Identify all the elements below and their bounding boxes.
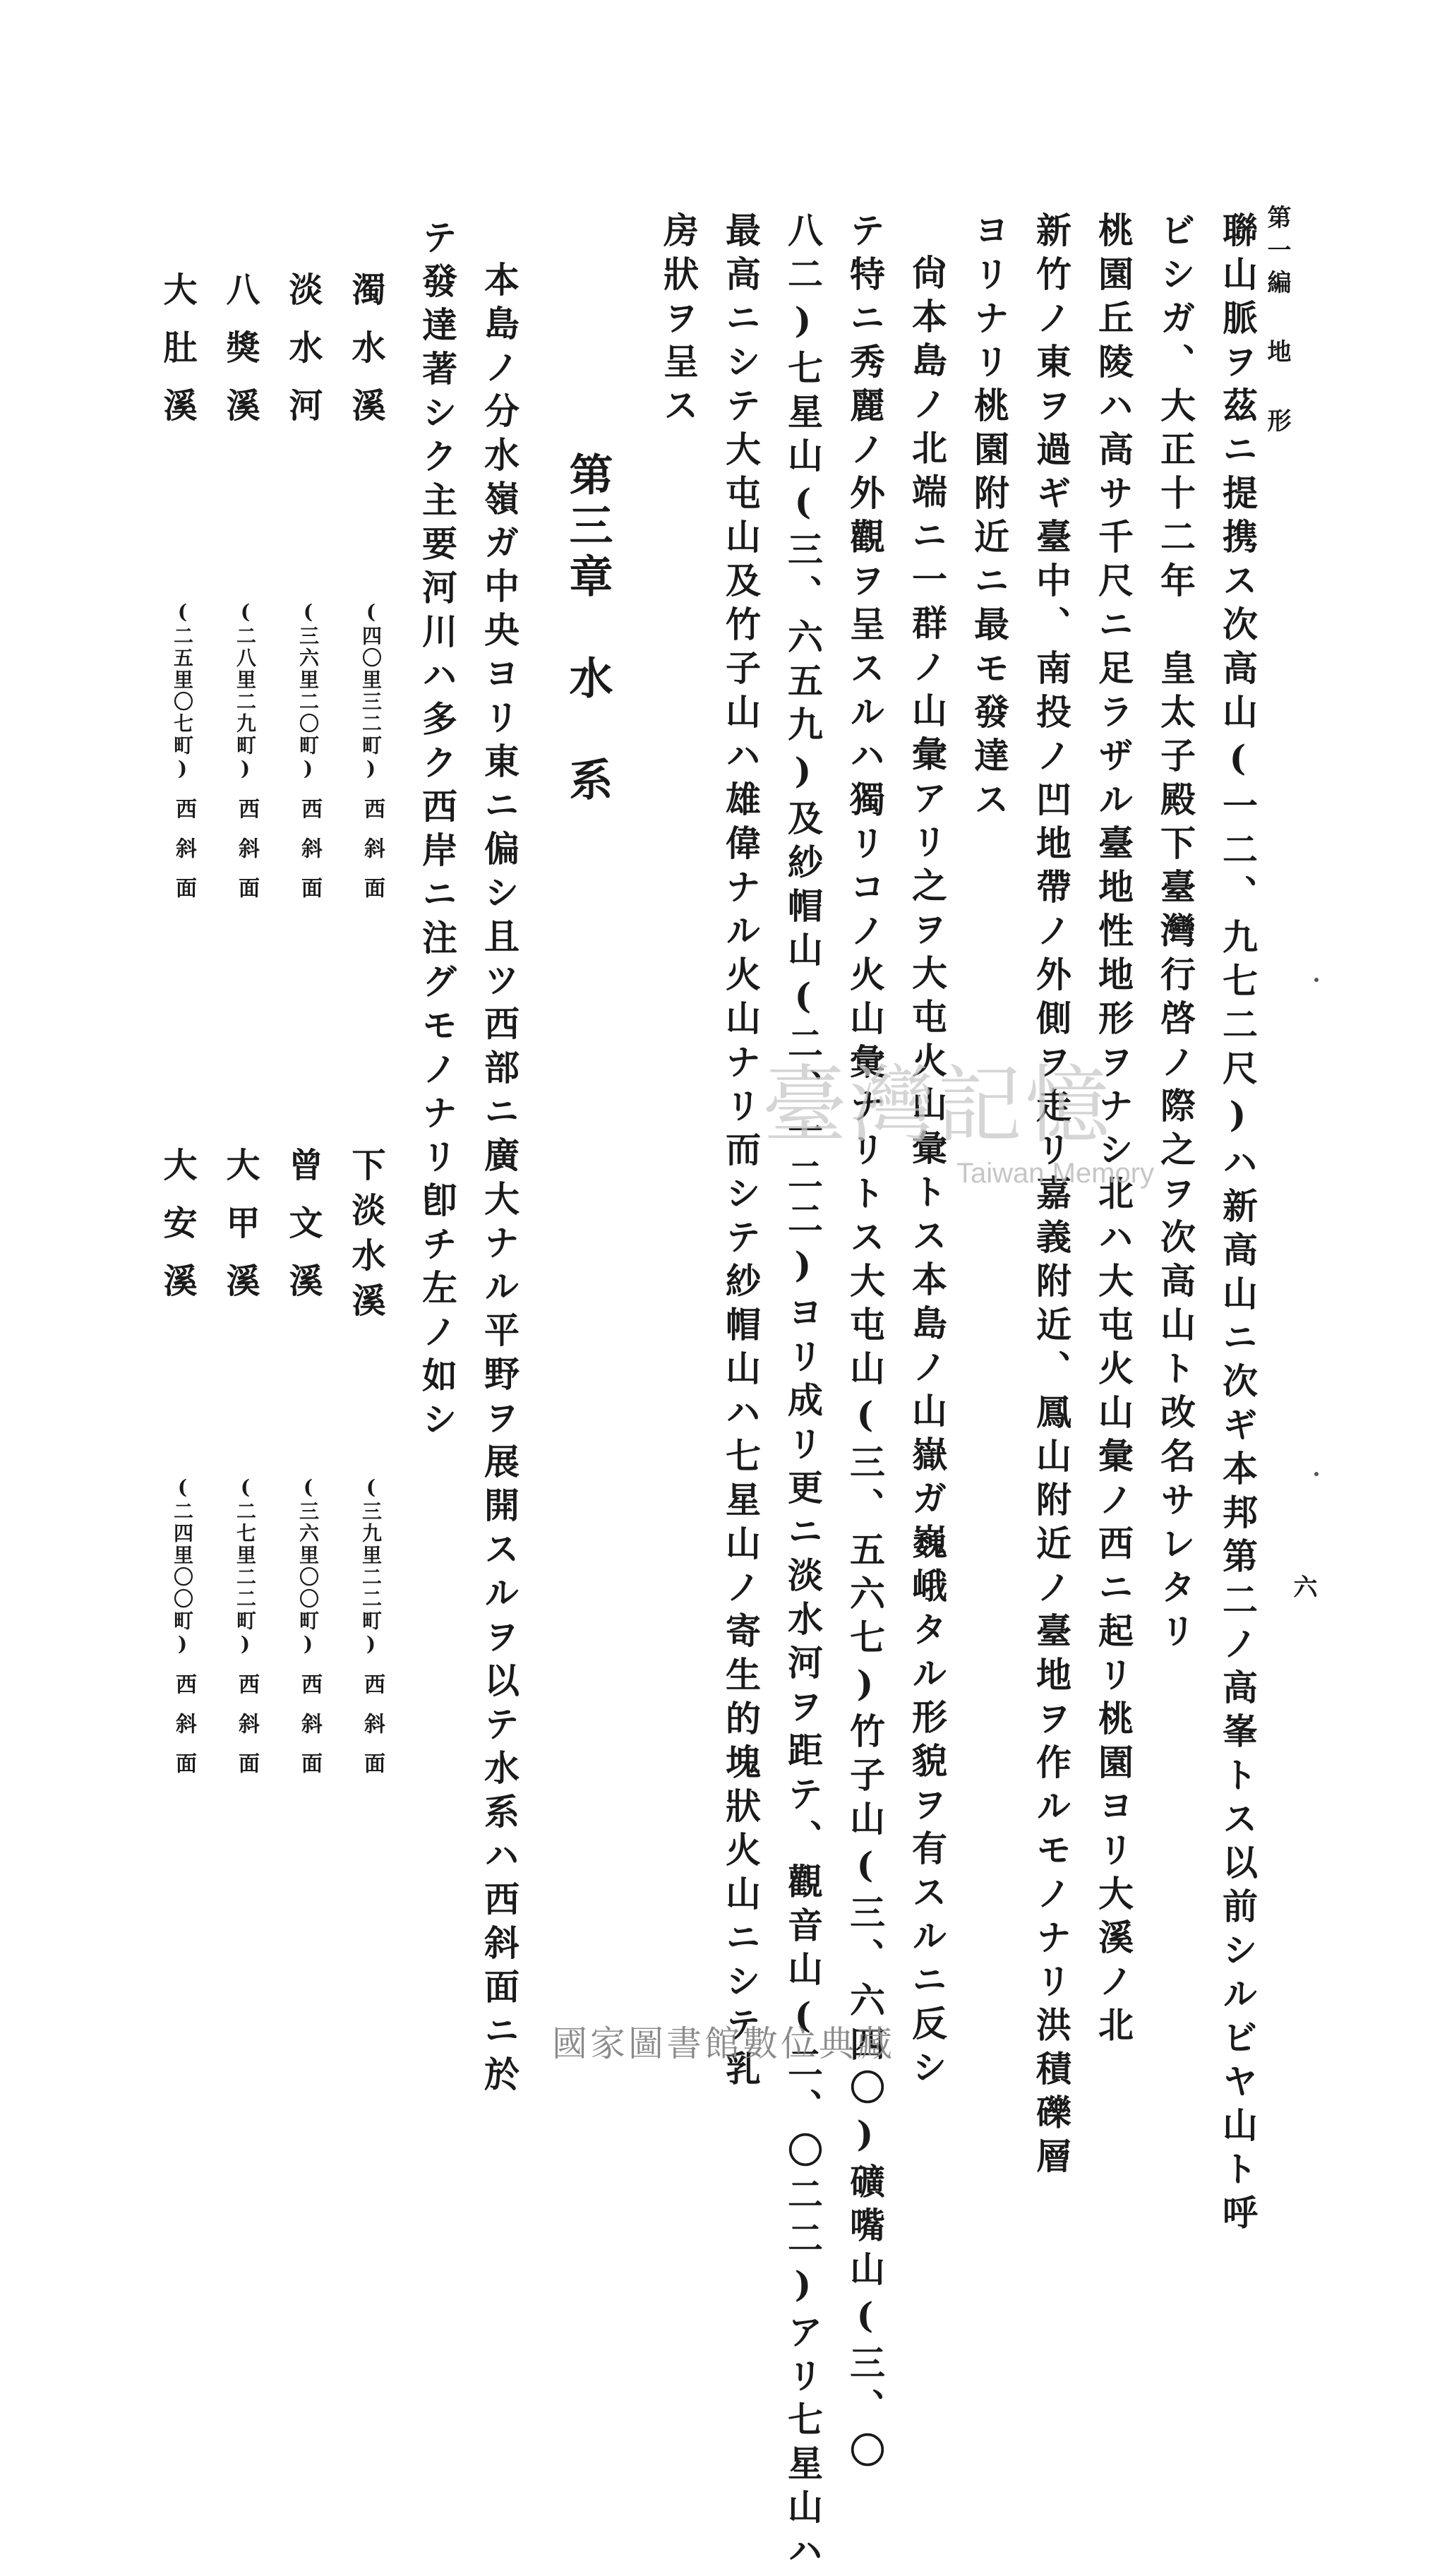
river-name: 濁水溪	[346, 272, 385, 445]
text-column: 最高ニシテ大屯山及竹子山ハ雄偉ナル火山ナリ而シテ紗帽山ハ七星山ノ寄生的塊狀火山ニシテ乳	[720, 212, 762, 2094]
river-direction: 西斜面	[360, 1673, 385, 1792]
intro-line: 本島ノ分水嶺ガ中央ヨリ東ニ偏シ且ツ西部ニ廣大ナル平野ヲ展開スルヲ以テ水系ハ西斜面ニ於	[479, 261, 520, 2099]
chapter-title: 第三章 水 系	[562, 452, 613, 808]
text-column: 尙本島ノ北端ニ一群ノ山彙アリ之ヲ大屯火山彙トス本島ノ山嶽ガ巍峨タル形貌ヲ有スルニ反シ	[906, 254, 948, 2092]
river-length: (三六里二〇町)	[296, 600, 320, 782]
text-column: ビシガ、大正十二年 皇太子殿下臺灣行啓ノ際之ヲ次高山ト改名サレタリ	[1155, 212, 1196, 1656]
river-length: (二八里二九町)	[234, 600, 257, 782]
text-column: 房狀ヲ呈ス	[658, 212, 700, 431]
river-name: 淡水河	[283, 272, 323, 445]
text-column: 八二)七星山(三、六五九)及紗帽山(二、一二二)ヨリ成リ更ニ淡水河ヲ距テ、觀音山(二、〇二二)アリ七星山ハ	[782, 212, 824, 2576]
river-name: 八獎溪	[220, 272, 260, 445]
river-length: (三六里〇〇町)	[296, 1475, 320, 1658]
river-direction: 西斜面	[297, 798, 322, 916]
river-name: 大甲溪	[220, 1147, 260, 1321]
running-title: 第一編 地 形	[1263, 205, 1291, 441]
scan-speck	[1314, 1472, 1319, 1476]
river-direction: 西斜面	[172, 798, 196, 916]
intro-line: テ發達著シク主要河川ハ多ク西岸ニ注グモノナリ卽チ左ノ如シ	[416, 219, 458, 1444]
river-direction: 西斜面	[360, 798, 385, 916]
text-column: テ特ニ秀麗ノ外觀ヲ呈スルハ獨リコノ火山彙ナリトス大屯山(三、五六七)竹子山(三、六四〇)礦嘴山(三、〇	[844, 212, 886, 2476]
river-name: 下淡水溪	[346, 1147, 385, 1328]
watermark-english: Taiwan Memory	[956, 1158, 1155, 1189]
text-column: 新竹ノ東ヲ過ギ臺中、南投ノ凹地帶ノ外側ヲ走リ嘉義附近、鳳山附近ノ臺地ヲ作ルモノナリ洪積礫層	[1031, 212, 1072, 2181]
river-direction: 西斜面	[297, 1673, 322, 1792]
river-length: (三九里二二町)	[359, 1475, 383, 1658]
text-column: ヨリナリ桃園附近ニ最モ發達ス	[968, 212, 1010, 825]
river-length: (二七里二二町)	[234, 1475, 257, 1658]
scan-speck	[1314, 978, 1319, 982]
text-column: 聯山脈ヲ茲ニ提携ス次高山(一二、九七二尺)ハ新高山ニ次ギ本邦第二ノ高峯トス以前シルビヤ山ト呼	[1217, 212, 1259, 2238]
river-direction: 西斜面	[172, 1673, 196, 1792]
river-name: 大肚溪	[157, 272, 197, 445]
text-column: 桃園丘陵ハ高サ千尺ニ足ラザル臺地性地形ヲナシ北ハ大屯火山彙ノ西ニ起リ桃園ヨリ大溪ノ北	[1093, 212, 1134, 2050]
watermark-chinese: 臺灣記憶	[762, 1057, 1112, 1155]
river-name: 曾文溪	[283, 1147, 323, 1321]
river-direction: 西斜面	[234, 798, 259, 916]
river-name: 大安溪	[157, 1147, 197, 1321]
footer-archive-label: 國家圖書館數位典藏	[552, 2023, 895, 2064]
river-length: (二五里〇七町)	[171, 600, 194, 782]
river-length: (二四里〇〇町)	[171, 1475, 194, 1658]
river-length: (四〇里三二町)	[359, 600, 383, 782]
page-number: 六	[1289, 1574, 1317, 1598]
river-direction: 西斜面	[234, 1673, 259, 1792]
